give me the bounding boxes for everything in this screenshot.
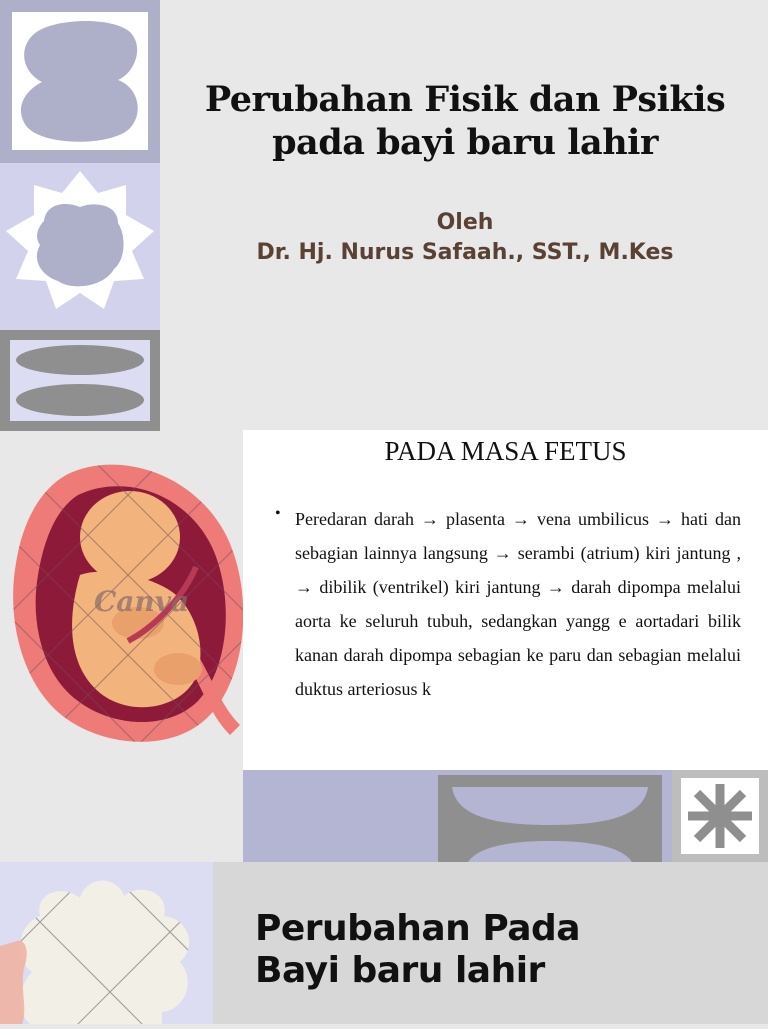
subtitle-line-2: Bayi baru lahir	[255, 950, 545, 991]
decor-tile-blob	[0, 0, 160, 163]
embedded-slide	[243, 430, 768, 770]
flower-shape-icon	[0, 862, 213, 1024]
decor-tile-ellipses	[0, 330, 160, 431]
fetus-illustration	[8, 455, 256, 755]
subtitle-line-1: Perubahan Pada	[255, 908, 581, 949]
decor-band-arches	[438, 775, 662, 862]
decor-tile-ellipses-frame	[10, 340, 150, 421]
arch-shape-icon	[438, 775, 662, 862]
slide-body-text: Peredaran darah → plasenta → vena umbilicus → hati dan sebagian lainnya langsung → serambi (atrium) kiri jantung , → dibilik (ventrikel) kiri jantung → darah dipompa melalui aorta ke seluruh tubuh, sedangkan yangg e aortadari bilik kanan darah dipompa sebagian ke paru dan sebagian melalui duktus arteriosus k	[295, 509, 741, 699]
bullet-icon: •	[275, 505, 281, 522]
author-name: Dr. Hj. Nurus Safaah., SST., M.Kes	[256, 240, 674, 265]
decor-tile-blob-frame	[12, 12, 148, 150]
title-line-2: pada bayi baru lahir	[272, 122, 658, 163]
ellipse-pair-icon	[10, 340, 150, 421]
decor-tile-star	[0, 163, 160, 330]
section-subtitle	[255, 908, 735, 992]
fetus-in-womb-icon	[8, 455, 256, 755]
title-line-1: Perubahan Fisik dan Psikis	[204, 79, 726, 120]
slide-title: PADA MASA FETUS	[384, 436, 627, 466]
page-title	[175, 78, 755, 164]
decor-tile-asterisk	[672, 770, 768, 862]
decor-tile-asterisk-frame	[681, 778, 759, 854]
canva-watermark: Canva	[94, 585, 190, 618]
star-shape-icon	[0, 163, 160, 330]
author-prefix: Oleh	[436, 210, 494, 235]
author-block	[175, 208, 755, 268]
blob-shape-icon	[12, 12, 148, 150]
decor-tile-flower	[0, 862, 213, 1024]
asterisk-icon	[681, 778, 759, 854]
